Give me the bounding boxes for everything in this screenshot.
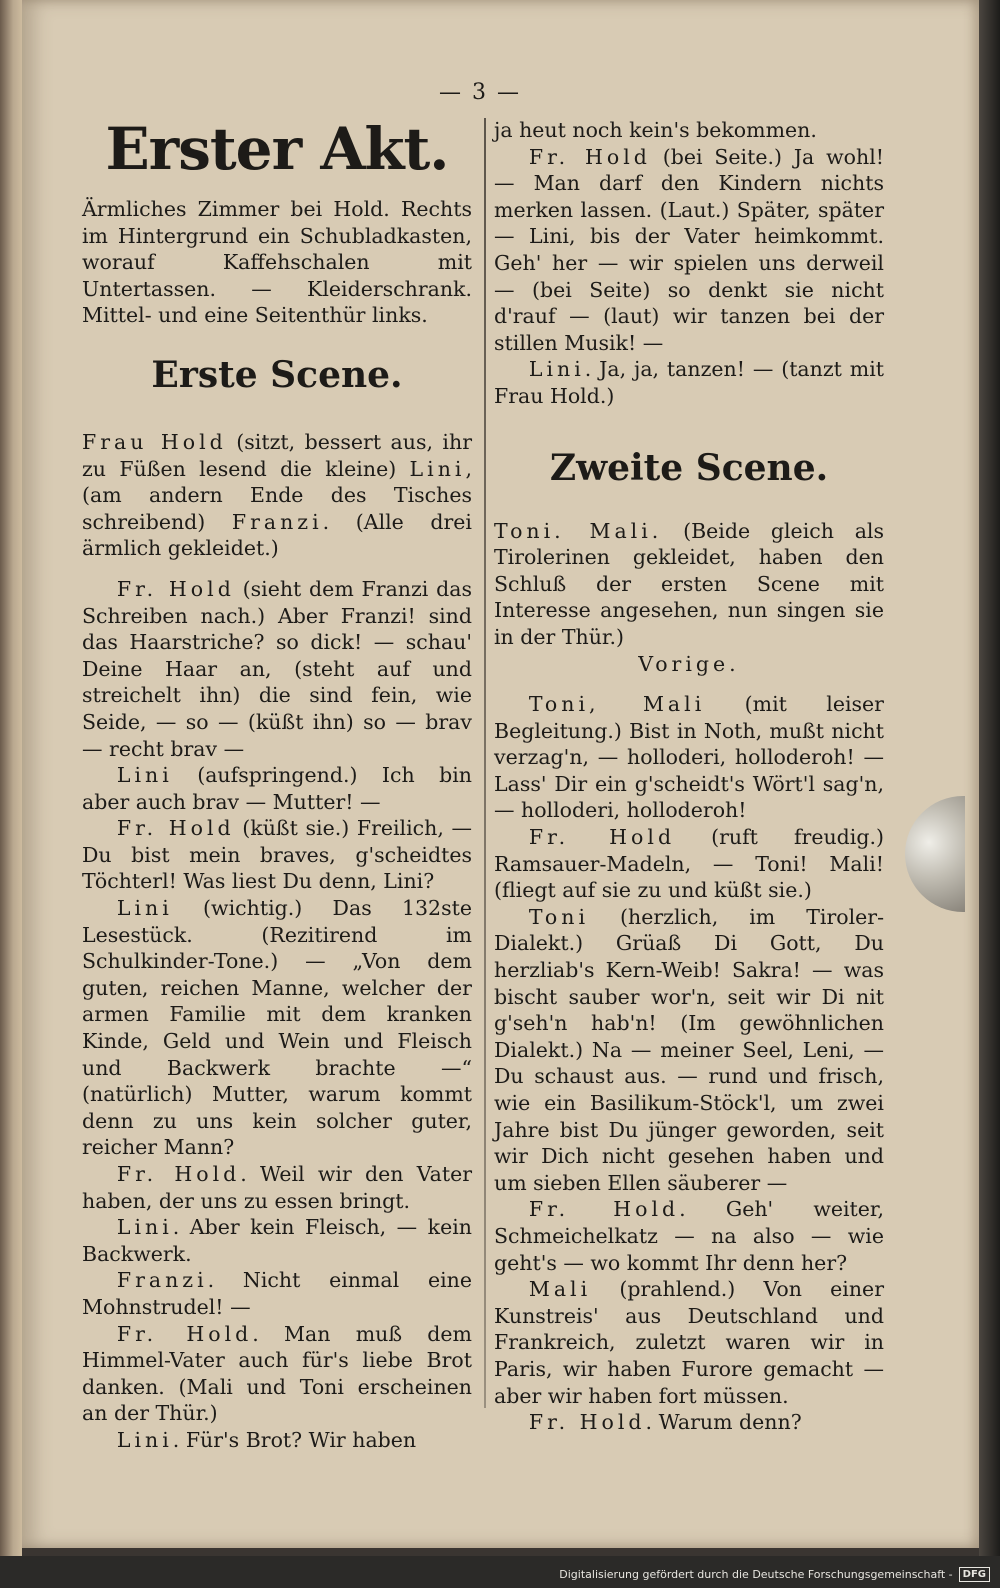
speaker-name: Lini [116, 896, 173, 921]
speech-text: . Aber kein Fleisch, — kein Backwerk. [82, 1215, 472, 1266]
speech-text: (prahlend.) Von einer Kunstreis' aus Deutschland und Frankreich, zuletzt waren wir in Paris, wir haben Furore gemacht — aber wir haben fort müssen. [494, 1277, 884, 1408]
cast-direction: (Beide gleich als Tirolerinen gekleidet, haben den Schluß der ersten Scene mit Interesse angesehen, nun singen sie in der Thür.) [494, 518, 885, 649]
dialogue-line [494, 144, 884, 357]
speaker-name: Toni [528, 904, 590, 929]
cast-name: Frau Hold [82, 429, 227, 454]
speaker-name: Toni, Mali [528, 692, 706, 717]
speech-text: . Weil wir den Vater haben, der uns zu essen bringt. [82, 1162, 473, 1213]
footer [559, 1567, 990, 1582]
cast-direction: . (Alle drei ärmlich gekleidet.) [82, 509, 472, 561]
stage-description: Ärmliches Zimmer bei Hold. Rechts im Hintergrund ein Schubladkasten, worauf Kaffehschalen mit Untertassen. — Kleiderschrank. Mittel- und eine Seitenthür links. [82, 197, 472, 328]
dialogue-line [494, 1276, 884, 1409]
speaker-name: Franzi [116, 1268, 208, 1293]
speaker-name: Fr. Hold [528, 825, 676, 850]
speech-text: (mit leiser Begleitung.) Bist in Noth, mußt nicht verzag'n, — holloderi, holloderoh! — Lass' Dir ein g'scheidt's Wört'l sag'n, — holloderi, holloderoh! [494, 692, 884, 823]
speaker-name: Lini [528, 357, 585, 382]
cast-intro [494, 518, 884, 651]
vorige-label: Vorige. [638, 651, 740, 676]
page-number: — 3 — [439, 80, 521, 105]
speaker-name: Lini [116, 1215, 173, 1240]
dialogue-line [494, 824, 884, 904]
speech-text: . Man muß dem Himmel-Vater auch für's liebe Brot danken. (Mali und Toni erscheinen an der Thür.) [82, 1321, 472, 1426]
speaker-name: Fr. Hold [528, 1410, 646, 1435]
speaker-name: Fr. Hold [528, 144, 651, 169]
dialogue-line [82, 1214, 472, 1267]
cast-name: Toni. Mali. [494, 518, 663, 543]
dialogue-line [82, 895, 472, 1161]
speech-text: . Für's Brot? Wir haben [172, 1427, 417, 1452]
speech-text: . Geh' weiter, Schmeichelkatz — na also — wie geht's — wo kommt Ihr denn her? [494, 1197, 884, 1275]
speaker-name: Fr. Hold [528, 1197, 680, 1222]
act-title: Erster Akt. [105, 115, 449, 183]
speech-text: (wichtig.) Das 132ste Lesestück. (Rezitirend im Schulkinder-Tone.) — „Von dem guten, reichen Manne, welcher der armen Familie mit dem kranken Kinde, Geld und Wein und Fleisch und Backwerk brachte —“ (natürlich) Mutter, warum kommt denn zu uns kein solcher guter, reicher Mann? [82, 896, 472, 1160]
dialogue-line [82, 1161, 472, 1214]
dialogue-line [82, 1321, 472, 1427]
speaker-name: Fr. Hold [116, 1321, 253, 1346]
speech-text: (sieht dem Franzi das Schreiben nach.) Aber Franzi! sind das Haarstriche? so dick! — schau' Deine Haar an, (steht auf und streichelt ihn) die sind fein, wie Seide, — so — (küßt ihn) so — brav — recht brav — [82, 576, 473, 761]
speech-text: (herzlich, im Tiroler-Dialekt.) Grüaß Di Gott, Du herzliab's Kern-Weib! Sakra! — was bischt sauber wor'n, seit wir Di nit g'seh'n hab'n! (Im gewöhnlichen Dialekt.) Na — meiner Seel, Leni, — Du schaust aus. — rund und frisch, wie ein Basilikum-Stöck'l, um zwei Jahre bist Du jünger geworden, seit wir Dich nicht gesehen haben und um sieben Ellen säuberer — [494, 904, 884, 1195]
speech-text: (aufspringend.) Ich bin aber auch brav — Mutter! — [82, 763, 472, 814]
scene-title-1: Erste Scene. [151, 353, 403, 396]
speaker-name: Fr. Hold [116, 816, 235, 841]
column-divider [484, 118, 486, 1408]
speaker-name: Fr. Hold [116, 576, 235, 601]
cast-direction: , (am andern Ende des Tisches schreibend) [82, 456, 472, 534]
dialogue-line [494, 904, 884, 1197]
left-column [82, 112, 472, 1454]
book-binding [0, 0, 22, 1556]
speaker-name: Mali [528, 1277, 592, 1302]
speech-text: . Ja, ja, tanzen! — (tanzt mit Frau Hold.) [494, 357, 884, 408]
speaker-name: Fr. Hold [116, 1162, 241, 1186]
speaker-name: Lini [116, 763, 173, 788]
speech-text: (ruft freudig.) Ramsauer-Madeln, — Toni! Mali! (fliegt auf sie zu und küßt sie.) [494, 825, 884, 903]
funding-notice: Digitalisierung gefördert durch die Deutsche Forschungsgemeinschaft - [559, 1568, 953, 1581]
dialogue-line [82, 1267, 472, 1320]
speech-text: (küßt sie.) Freilich, — Du bist mein braves, g'scheidtes Töchterl! Was liest Du denn, Lini? [82, 816, 473, 894]
scene-title-2: Zweite Scene. [549, 446, 829, 489]
dialogue-line [82, 576, 472, 762]
speech-text: . Warum denn? [645, 1410, 802, 1435]
speech-text: (bei Seite.) Ja wohl! — Man darf den Kindern nichts merken lassen. (Laut.) Später, später — Lini, bis der Vater heimkommt. Geh' her — wir spielen uns derweil — (bei Seite) so denkt sie nicht d'rauf — (laut) wir tanzen bei der stillen Musik! — [494, 144, 884, 355]
cast-direction: (sitzt, bessert aus, ihr zu Füßen lesend die kleine) [82, 429, 472, 481]
page-edge [979, 0, 1000, 1556]
dialogue-line [494, 1196, 884, 1276]
dialogue-line [494, 356, 884, 409]
continuation-line: ja heut noch kein's bekommen. [494, 118, 817, 142]
dialogue-line [82, 1427, 472, 1454]
dialogue-line [494, 691, 884, 824]
dfg-logo: DFG [959, 1567, 990, 1582]
right-column [494, 117, 884, 1436]
speech-text: . Nicht einmal eine Mohnstrudel! — [82, 1268, 472, 1319]
speaker-name: Lini [116, 1427, 173, 1452]
cast-name: Franzi [231, 509, 323, 534]
cast-list [82, 429, 472, 562]
dialogue-line [82, 762, 472, 815]
cast-name: Lini [409, 456, 466, 481]
dialogue-line [82, 815, 472, 895]
dialogue-line [494, 1409, 884, 1436]
